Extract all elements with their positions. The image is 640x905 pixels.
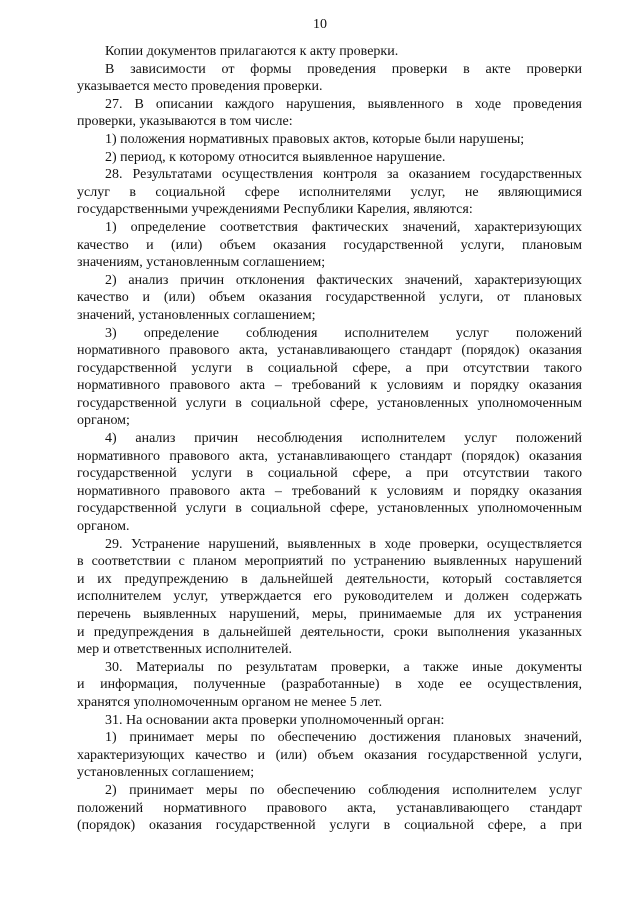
text-line: и их предупреждению в дальнейшей деятельности, который составляется: [77, 571, 582, 587]
text-line: 2) анализ причин отклонения фактических значений, характеризующих: [105, 272, 582, 288]
text-line: значениям, установленным соглашением;: [77, 255, 326, 271]
text-line: исполнителем услуг, утверждается его руководителем и должен содержать: [77, 589, 582, 605]
text-line: нормативного правового акта – требований к условиям и порядку оказания: [77, 378, 582, 394]
text-line: 3) определение соблюдения исполнителем услуг положений: [105, 325, 582, 341]
text-line: качество и (или) объем оказания государственной услуги, плановым: [77, 237, 582, 253]
text-line: нормативного правового акта, устанавливающего стандарт (порядок) оказания: [77, 343, 582, 359]
text-line: установленных соглашением;: [77, 765, 255, 781]
text-line: 4) анализ причин несоблюдения исполнителем услуг положений: [105, 431, 582, 447]
text-line: характеризующих качество и (или) объем оказания государственной услуги,: [77, 747, 582, 763]
text-line: проверки, указываются в том числе:: [77, 114, 293, 130]
text-line: 1) определение соответствия фактических значений, характеризующих: [105, 219, 582, 235]
text-line: В зависимости от формы проведения проверки в акте проверки: [105, 61, 582, 77]
text-line: указывается место проведения проверки.: [77, 79, 323, 95]
text-line: перечень выявленных нарушений, меры, принимаемые для их устранения: [77, 607, 582, 622]
text-line: значений, установленных соглашением;: [77, 307, 316, 323]
text-line: качество и (или) объем оказания государственной услуги, от плановых: [77, 290, 582, 306]
text-line: услуг в социальной сфере исполнителями услуг, не являющимися: [77, 184, 582, 200]
text-line: хранятся уполномоченным органом не менее 5 лет.: [77, 694, 383, 710]
text-line: 27. В описании каждого нарушения, выявленного в ходе проведения: [105, 96, 582, 112]
page-number: 10: [313, 17, 327, 32]
text-line: 1) принимает меры по обеспечению достижения плановых значений,: [105, 730, 582, 746]
text-line: 28. Результатами осуществления контроля за оказанием государственных: [105, 167, 582, 183]
body-text: [77, 43, 582, 835]
text-line: государственной услуги в социальной сфере, а при отсутствии такого: [77, 360, 582, 376]
text-line: положений нормативного правового акта, устанавливающего стандарт: [77, 800, 582, 816]
text-line: в соответствии с планом мероприятий по устранению выявленных нарушений: [77, 554, 582, 570]
text-line: и информация, полученные (разработанные) в ходе ее осуществления,: [77, 677, 582, 693]
text-line: 29. Устранение нарушений, выявленных в ходе проверки, осуществляется: [105, 536, 582, 552]
text-line: нормативного правового акта – требований к условиям и порядку оказания: [77, 483, 582, 499]
text-line: 30. Материалы по результатам проверки, а также иные документы: [105, 659, 582, 675]
text-line: (порядок) оказания государственной услуги в социальной сфере, а при: [77, 818, 582, 834]
text-line: мер и ответственных исполнителей.: [77, 642, 293, 658]
text-line: нормативного правового акта, устанавливающего стандарт (порядок) оказания: [77, 448, 582, 464]
text-line: государственной услуги в социальной сфере, установленных уполномоченным: [77, 501, 582, 517]
text-line: 2) период, к которому относится выявленное нарушение.: [105, 149, 446, 165]
text-line: 1) положения нормативных правовых актов, которые были нарушены;: [105, 131, 525, 147]
text-line: и предупреждения в дальнейшей деятельности, сроки выполнения указанных: [77, 624, 582, 640]
text-line: государственными учреждениями Республики Карелия, являются:: [77, 202, 473, 218]
text-line: органом;: [77, 413, 130, 429]
text-line: государственной услуги в социальной сфере, а при отсутствии такого: [77, 466, 582, 482]
text-line: органом.: [77, 519, 130, 535]
text-line: Копии документов прилагаются к акту проверки.: [105, 44, 399, 59]
text-line: 31. На основании акта проверки уполномоченный орган:: [105, 712, 445, 728]
text-line: 2) принимает меры по обеспечению соблюдения исполнителем услуг: [105, 782, 582, 798]
text-line: государственной услуги в социальной сфере, установленных уполномоченным: [77, 395, 582, 411]
